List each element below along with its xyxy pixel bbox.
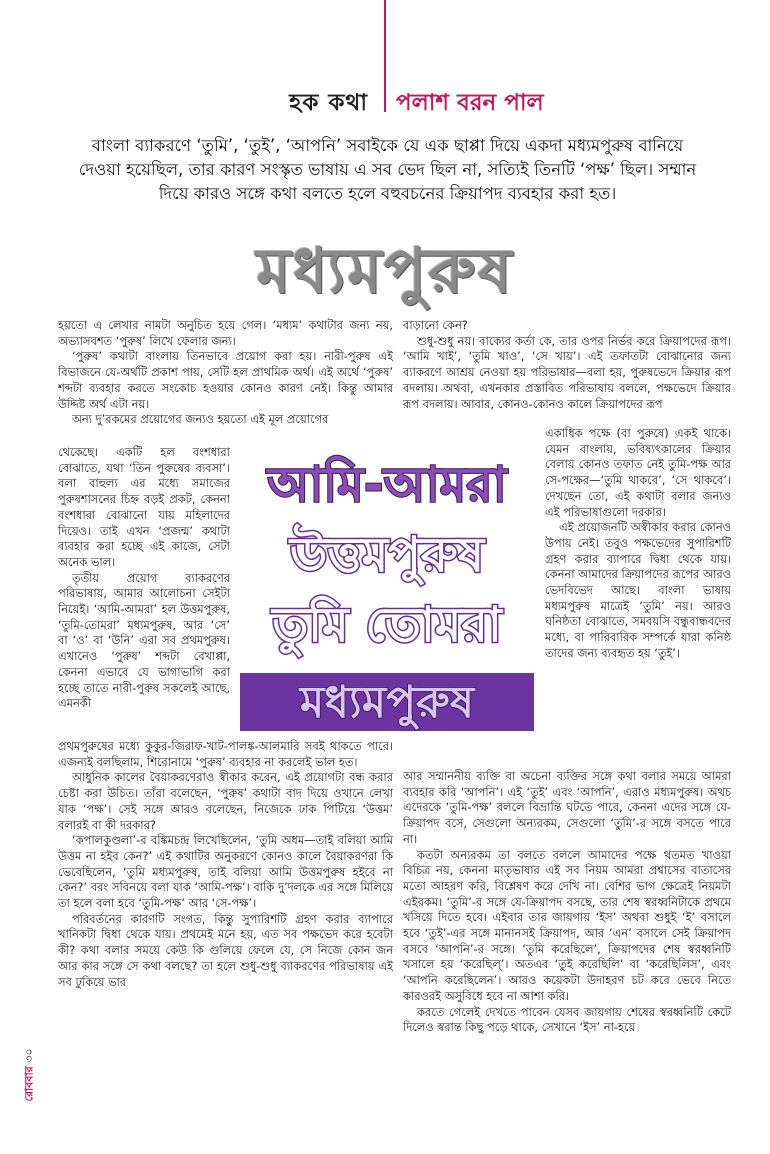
body-column-left-bottom — [58, 739, 393, 990]
body-paragraph: আর সম্মাননীয় ব্যক্তি বা অচেনা ব্যক্তির সঙ্গে কথা বলার সময়ে আমরা ব্যবহার করি ‘আপনি’। এই ‘তুই’ এবং ‘আপনি’, এরাও মধ্যমপুরুষ। অথচ এদেরকে ‘তুমি-পক্ষ’ বললে বিভ্রান্তি ঘটতে পারে, কেননা এদের সঙ্গে যে-ক্রিয়াপদ বসে, সেগুলো অন্যরকম, সেগুলো ‘তুমি’-র সঙ্গে বসতে পারে না। — [403, 769, 731, 846]
body-column-right-mid — [545, 426, 731, 662]
body-column-left-mid — [58, 445, 230, 712]
body-paragraph: পরিবর্তনের কারণটি সংগত, কিন্তু সুপারিশটি গ্রহণ করার ব্যাপারে খানিকটা দ্বিধা থেকে যায়। প্রথমেই মনে হয়, এত সব পক্ষভেদ করে হবেটা কী? কথা বলার সময়ে কেউ কি গুলিয়ে ফেলে যে, সে নিজে কোন জন আর কার সঙ্গে সে কথা বলছে? তা হলে শুধু-শুধু ব্যাকরণের পরিভাষায় এই সব ঢুকিয়ে ভার — [58, 911, 393, 989]
author-name: পলাশ বরন পাল — [396, 90, 544, 116]
callout-line-tumi-tomra: তুমি তোমরা — [272, 597, 502, 653]
body-paragraph: করতে গেলেই দেখতে পাবেন যেসব জায়গায় শেষের স্বরধ্বনিটি কেটে দিলেও স্বরান্ত কিছু পড়ে থাকে, সেখানে ‘ইস’ না-হয়ে — [403, 1004, 731, 1035]
body-paragraph: প্রথমপুরুষের মধ্যে কুকুর-জিরাফ-খাট-পালঙ্ক-আলমারি সবই থাকতে পারে। এজন্যই বলছিলাম, শিরোনামে ‘পুরুষ’ ব্যবহার না করলেই ভাল হত। — [58, 739, 393, 769]
body-paragraph: শুধু-শুধু নয়। বাক্যের কর্তা কে, তার ওপর নির্ভর করে ক্রিয়াপদের রূপ। ‘আমি খাই’, ‘তুমি খাও’, ‘সে খায়’। এই তফাতটা বোঝানোর জন্য ব্যাকরণে আশ্রয় নেওয়া হয় পরিভাষার—বলা হয়, পুরুষভেদে ক্রিয়ার রূপ বদলায়। অথবা, এখনকার প্রস্তাবিত পরিভাষায় বললে, পক্ষভেদে ক্রিয়ার রূপ বদলায়। আবার, কোনও-কোনও কালে ক্রিয়াপদের রূপ — [403, 333, 731, 411]
body-paragraph: এই প্রয়োজনটি অস্বীকার করার কোনও উপায় নেই। তবুও পক্ষভেদের সুপারিশটি গ্রহণ করার ব্যাপারে দ্বিধা থেকে যায়। কেননা আমাদের ক্রিয়াপদের রূপের আরও ভেদবিভেদ আছে। বাংলা ভাষায় মধ্যমপুরুষ মাত্রেই ‘তুমি’ নয়। আরও ঘনিষ্ঠতা বোঝাতে, সমবয়সি বন্ধুবান্ধবদের মধ্যে, বা পারিবারিক সম্পর্কে যারা কনিষ্ঠ তাদের জন্য ব্যবহৃত হয় ‘তুই’। — [545, 520, 731, 660]
column-series-title: হক কথা — [289, 90, 368, 116]
body-paragraph: অন্য দু’রকমের প্রয়োগের জন্যও হয়তো এই মূল প্রয়োগের — [72, 412, 329, 427]
callout-line-uttampurush: উত্তমপুরুষ — [289, 527, 485, 583]
body-paragraph: কতটা অন্যরকম তা বলতে বললে আমাদের পক্ষে থতমত খাওয়া বিচিত্র নয়, কেননা মাতৃভাষার এই সব নিয়ম আমরা প্রশ্বাসের বাতাসের মতো আহরণ করি, বিশ্লেষণ করে দেখি না। বেশির ভাগ ক্ষেত্রেই নিয়মটা এইরকম। ‘তুমি’-র সঙ্গে যে-ক্রিয়াপদ বসছে, তার শেষ স্বরধ্বনিটাকে প্রথমে খসিয়ে দিতে হবে। এইবার তার জায়গায় ‘ইস’ অথবা শুধুই ‘ই’ বসালে হবে ‘তুই’-এর সঙ্গে মানানসই ক্রিয়াপদ, আর ‘এন’ বসালে সেই ক্রিয়াপদ বসবে ‘আপনি’-র সঙ্গে। ‘তুমি করেছিলে’, ক্রিয়াপদের শেষ স্বরধ্বনিটি খসালে হয় ‘করেছিল্’। অতএব ‘তুই করেছিলি’ বা ‘করেছিলিস’, এবং ‘আপনি করেছিলেন’। আরও কয়েকটা উদাহরণ চট করে ভেবে নিতে কারওরই অসুবিধে হবে না আশা করি। — [403, 847, 731, 1003]
page-number: ৩০ — [22, 1048, 36, 1063]
body-paragraph: থেকেছে। একটি হল বংশধারা বোঝাতে, যথা ‘তিন পুরুষের ব্যবসা’। বলা বাহুল্য এর মধ্যে সমাজের পুরুষশাসনের চিহ্ন বড়ই প্রকট, কেননা বংশধারা বোঝানো যায় মহিলাদের দিয়েও। তাই এখন ‘প্রজন্ম’ কথাটা ব্যবহার করা হচ্ছে এই কাজে, সেটা অনেক ভাল। — [58, 445, 230, 569]
body-paragraph: হয়তো এ লেখার নামটা অনুচিত হয়ে গেল। ‘মধ্যম’ কথাটার জন্য নয়, অভ্যাসবশত ‘পুরুষ’ লিখে ফেলার জন্য। — [58, 318, 393, 348]
body-paragraph: তৃতীয় প্রয়োগ ব্যাকরণের পরিভাষায়, আমার আলোচনা সেইটা নিয়েই। ‘আমি-আমরা’ হল উত্তমপুরুষ, ‘তুমি-তোমরা’ মধ্যমপুরুষ, আর ‘সে’ বা ‘ও’ বা ‘উনি’ এরা সব প্রথমপুরুষ। এখানেও ‘পুরুষ’ শব্দটা বেখাপ্পা, কেননা এভাবে যে ভাগাভাগি করা হচ্ছে তাতে নারী-পুরুষ সকলেই আছে, এমনকী — [58, 570, 230, 711]
pronoun-callout-graphic — [232, 445, 542, 735]
callout-line-madhyampurush: মধ্যমপুরুষ — [299, 677, 475, 728]
body-paragraph: একাধিক পক্ষে (বা পুরুষে) একই থাকে। যেমন বাংলায়, ভবিষ্যৎকালের ক্রিয়ার বেলায় কোনও তফাত নেই তুমি-পক্ষ আর সে-পক্ষের—‘তুমি থাকবে’, ‘সে থাকবে’। দেখছেন তো, এই কথাটা বলার জন্যও এই পরিভাষাগুলো দরকার। — [545, 426, 731, 519]
body-paragraph: বাড়ানো কেন? — [403, 318, 468, 332]
body-paragraph: ‘পুরুষ’ কথাটা বাংলায় তিনভাবে প্রয়োগ করা হয়। নারী-পুরুষ এই বিভাজনে যে-অর্থটি প্রকাশ পায়, সেটি হল প্রাথমিক অর্থ। এই অর্থে ‘পুরুষ’ শব্দটা ব্যবহার করতে সংকোচ হওয়ার কোনও কারণ নেই। কিন্তু আমার উদ্দিষ্ট অর্থ এটা নয়। — [58, 349, 393, 411]
body-column-right-top — [403, 318, 731, 412]
footer-text — [21, 1048, 40, 1101]
intro-paragraph: বাংলা ব্যাকরণে ‘তুমি’, ‘তুই’, ‘আপনি’ সবাইকে যে এক ছাপ্পা দিয়ে একদা মধ্যমপুরুষ বানিয়ে দেওয়া হয়েছিল, তার কারণ সংস্কৃত ভাষায় এ সব ভেদ ছিল না, সত্যিই তিনটি ‘পক্ষ’ ছিল। সম্মান দিয়ে কারও সঙ্গে কথা বলতে হলে বহুবচনের ক্রিয়াপদ ব্যবহার করা হত। — [78, 136, 697, 203]
article-title: মধ্যমপুরুষ — [256, 234, 514, 307]
body-column-left-top — [58, 318, 393, 428]
body-paragraph: আধুনিক কালের বৈয়াকরণেরাও স্বীকার করেন, এই প্রয়োগটা বন্ধ করার চেষ্টা করা উচিত। তাঁরা বলেছেন, ‘পুরুষ’ কথাটা বাদ দিয়ে ওখানে লেখা যাক ‘পক্ষ’। সেই সঙ্গে আরও বলেছেন, নিজেকে ঢাক পিটিয়ে ‘উত্তম’ বলারই বা কী দরকার? — [58, 770, 393, 832]
body-paragraph: ‘কপালকুণ্ডলা’-র বঙ্কিমচন্দ্র লিখেছিলেন, ‘তুমি অধম—তাই বলিয়া আমি উত্তম না হইব কেন?’ এই কথাটির অনুকরণে কোনও কালে বৈয়াকরণরা কি ভেবেছিলেন, ‘তুমি মধ্যমপুরুষ, তাই বলিয়া আমি উত্তমপুরুষ হইবে না কেন?’ বরং সবিনয়ে বলা যাক ‘আমি-পক্ষ’। বাকি দু’দলকে এর সঙ্গে মিলিয়ে তা হলে বলা হবে ‘তুমি-পক্ষ’ আর ‘সে-পক্ষ’। — [58, 833, 393, 911]
header-divider — [384, 0, 386, 112]
publication-name: রোববার — [22, 1066, 36, 1102]
callout-line-ami-amra: আমি-আমরা — [267, 457, 507, 513]
callout-svg — [232, 445, 542, 735]
page-footer — [20, 1020, 40, 1130]
body-column-right-bottom — [403, 769, 731, 1036]
